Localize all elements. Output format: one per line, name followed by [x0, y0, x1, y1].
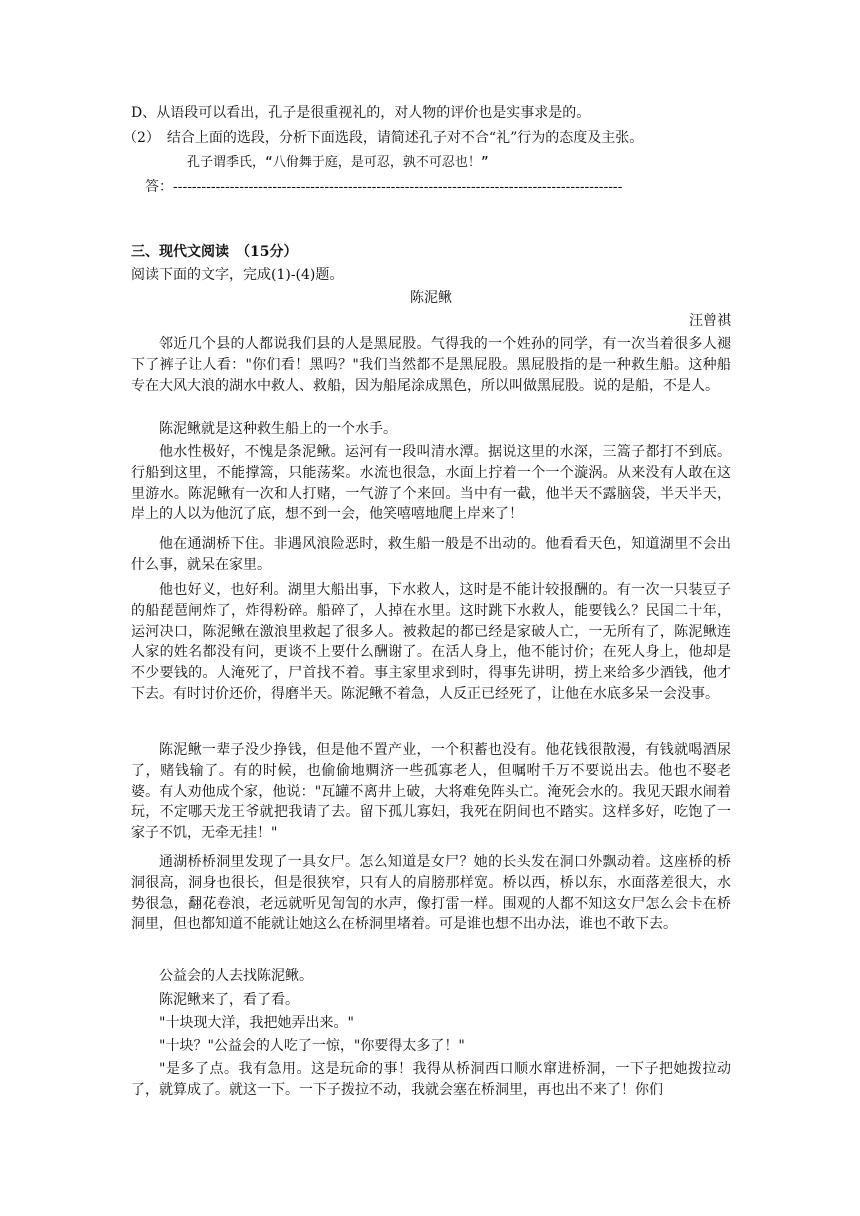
- paragraph-3: 他水性极好，不愧是条泥鳅。运河有一段叫清水潭。据说这里的水深，三篙子都打不到底。行船到这里，不能撑篙，只能荡桨。水流也很急，水面上拧着一个一个漩涡。从来没有人敢在这里游水。陈泥鳅有一次和人打赌，一气游了个来回。当中有一截，他半天不露脑袋，半天半天，岸上的人以为他沉了底，想不到一会，他笑嘻嘻地爬上岸来了！: [131, 444, 731, 523]
- answer-line: 答：-----------------------------------------------------------------------------------------------: [145, 179, 623, 195]
- paragraph-11: "十块？"公益会的人吃了一惊，"你要得太多了！": [159, 1038, 465, 1054]
- article-title: 陈泥鳅: [410, 290, 452, 306]
- paragraph-7: 通湖桥桥洞里发现了一具女尸。怎么知道是女尸？她的长头发在洞口外飘动着。这座桥的桥洞很高，洞身也很长，但是很狭窄，只有人的肩膀那样宽。桥以西，桥以东，水面落差很大，水势很急，翻花卷浪，老远就听见訇訇的水声，像打雷一样。围观的人都不知这女尸怎么会卡在桥洞里，但也都知道不能就让她这么在桥洞里堵着。可是谁也想不出办法，谁也不敢下去。: [131, 854, 731, 933]
- paragraph-6: 陈泥鳅一辈子没少挣钱，但是他不置产业，一个积蓄也没有。他花钱很散漫，有钱就喝酒尿了，赌钱输了。有的时候，也偷偷地赒济一些孤寡老人，但嘱咐千万不要说出去。他也不娶老婆。有人劝他成个家，他说："瓦罐不离井上破，大将难免阵头亡。淹死会水的。我见天跟水闹着玩，不定哪天龙王爷就把我请了去。留下孤儿寡妇，我死在阴间也不踏实。这样多好，吃饱了一家子不饥，无牵无挂！": [131, 742, 731, 842]
- section-heading: 三、现代文阅读 （15分）: [131, 244, 298, 260]
- paragraph-4: 他在通湖桥下住。非遇风浪险恶时，救生船一般是不出动的。他看看天色，知道湖里不会出什么事，就呆在家里。: [131, 536, 731, 573]
- paragraph-12: "是多了点。我有急用。这是玩命的事！我得从桥洞西口顺水窜进桥洞，一下子把她拨拉动了，就算成了。就这一下。一下子拨拉不动，我就会塞在桥洞里，再也出不来了！你们: [131, 1061, 731, 1098]
- paragraph-8: 公益会的人去找陈泥鳅。: [159, 968, 313, 984]
- paragraph-5: 他也好义，也好利。湖里大船出事，下水救人，这时是不能计较报酬的。有一次一只装豆子的船琵琶闸炸了，炸得粉碎。船碎了，人掉在水里。这时跳下水救人，能要钱么？民国二十年，运河决口，陈泥鳅在激浪里救起了很多人。被救起的都已经是家破人亡，一无所有了，陈泥鳅连人家的姓名都没有问，更谈不上要什么酬谢了。在活人身上，他不能讨价；在死人身上，他却是不少要钱的。人淹死了，尸首找不着。事主家里求到时，得事先讲明，捞上来给多少酒钱，他才下去。有时讨价还价，得磨半天。陈泥鳅不着急，人反正已经死了，让他在水底多呆一会没事。: [131, 582, 731, 702]
- classical-quote: 孔子谓季氏，“八佾舞于庭，是可忍，孰不可忍也！”: [187, 155, 489, 170]
- reading-instruction: 阅读下面的文字，完成(1)-(4)题。: [131, 267, 344, 283]
- paragraph-9: 陈泥鳅来了，看了看。: [159, 992, 299, 1008]
- paragraph-2: 陈泥鳅就是这种救生船上的一个水手。: [159, 421, 397, 437]
- paragraph-1: 邻近几个县的人都说我们县的人是黑屁股。气得我的一个姓孙的同学，有一次当着很多人褪下了裤子让人看："你们看！黑吗？"我们当然都不是黑屁股。黑屁股指的是一种救生船。这种船专在大风大浪的湖水中救人、救船，因为船尾涂成黑色，所以叫做黑屁股。说的是船，不是人。: [131, 336, 731, 394]
- article-author: 汪曾祺: [689, 313, 731, 329]
- question-2: （2） 结合上面的选段，分析下面选段，请简述孔子对不合“礼”行为的态度及主张。: [123, 130, 644, 146]
- option-d: D、从语段可以看出，孔子是很重视礼的，对人物的评价也是实事求是的。: [131, 105, 591, 121]
- paragraph-10: "十块现大洋，我把她弄出来。": [159, 1015, 354, 1031]
